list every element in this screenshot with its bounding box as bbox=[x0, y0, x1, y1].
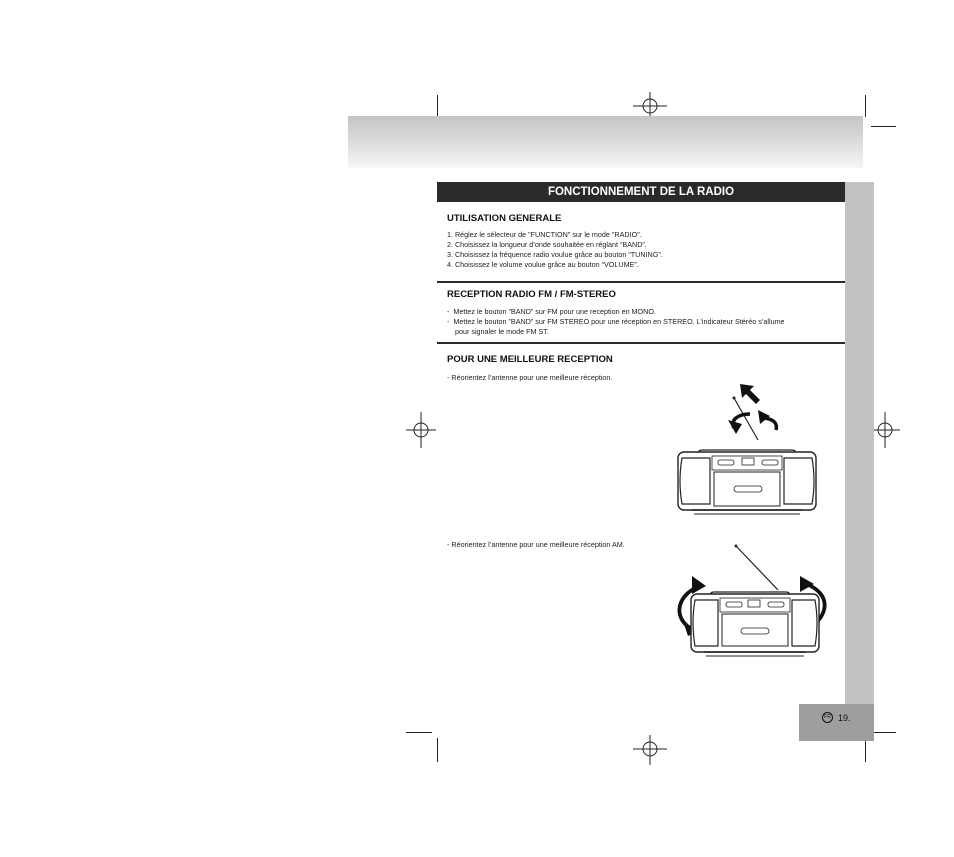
instruction-line: 3. Choisissez la fréquence radio voulue grâce au bouton “TUNING”. bbox=[447, 250, 663, 259]
boombox-am-illustration bbox=[660, 540, 835, 665]
boombox-fm-illustration bbox=[672, 380, 822, 525]
registration-mark-icon bbox=[404, 410, 438, 450]
rotate-arrow-icon bbox=[692, 576, 706, 594]
language-badge: FR bbox=[822, 712, 833, 723]
instruction-line: - Mettez le bouton ”BAND” sur FM pour une reception en MONO. bbox=[447, 307, 656, 316]
crop-mark bbox=[871, 732, 896, 733]
rotate-arrow-icon bbox=[800, 576, 814, 592]
instruction-line: 1. Réglez le sélecteur de "FUNCTION" sur le mode "RADIO". bbox=[447, 230, 642, 239]
crop-mark bbox=[865, 738, 866, 762]
instruction-line: 2. Choisissez la longueur d’onde souhaitée en réglant “BAND”. bbox=[447, 240, 647, 249]
section-divider bbox=[437, 342, 845, 344]
section-title-general: UTILISATION GENERALE bbox=[447, 213, 562, 224]
instruction-line: - Mettez le bouton ”BAND” sur FM STEREO pour une réception en STEREO. L’indicateur Stéréo s’allume bbox=[447, 317, 785, 326]
side-tab bbox=[845, 182, 874, 704]
section-divider bbox=[437, 281, 845, 283]
page-number bbox=[822, 712, 851, 723]
section-title-fm: RECEPTION RADIO FM / FM-STEREO bbox=[447, 289, 616, 300]
section-body-fm bbox=[447, 307, 842, 337]
arrow-up-left-icon bbox=[740, 384, 760, 404]
crop-mark bbox=[437, 95, 438, 117]
crop-mark bbox=[865, 95, 866, 117]
header-gradient-band bbox=[348, 116, 863, 168]
crop-mark bbox=[406, 732, 432, 733]
instruction-line: pour signaler le mode FM ST. bbox=[447, 327, 549, 336]
crop-mark bbox=[871, 126, 896, 127]
page-title: FONCTIONNEMENT DE LA RADIO bbox=[437, 182, 845, 202]
registration-mark-icon bbox=[630, 733, 670, 767]
section-title-reception: POUR UNE MEILLEURE RECEPTION bbox=[447, 354, 613, 365]
crop-mark bbox=[437, 738, 438, 762]
section-body-general bbox=[447, 230, 842, 270]
reception-tip-am: - Réorientez l’antenne pour une meilleure réception AM. bbox=[447, 540, 625, 549]
reception-tip-fm: - Réorientez l’antenne pour une meilleure réception. bbox=[447, 373, 613, 382]
page-number-text: 19. bbox=[838, 712, 851, 723]
instruction-line: 4. Choisissez le volume voulue grâce au bouton “VOLUME”. bbox=[447, 260, 639, 269]
